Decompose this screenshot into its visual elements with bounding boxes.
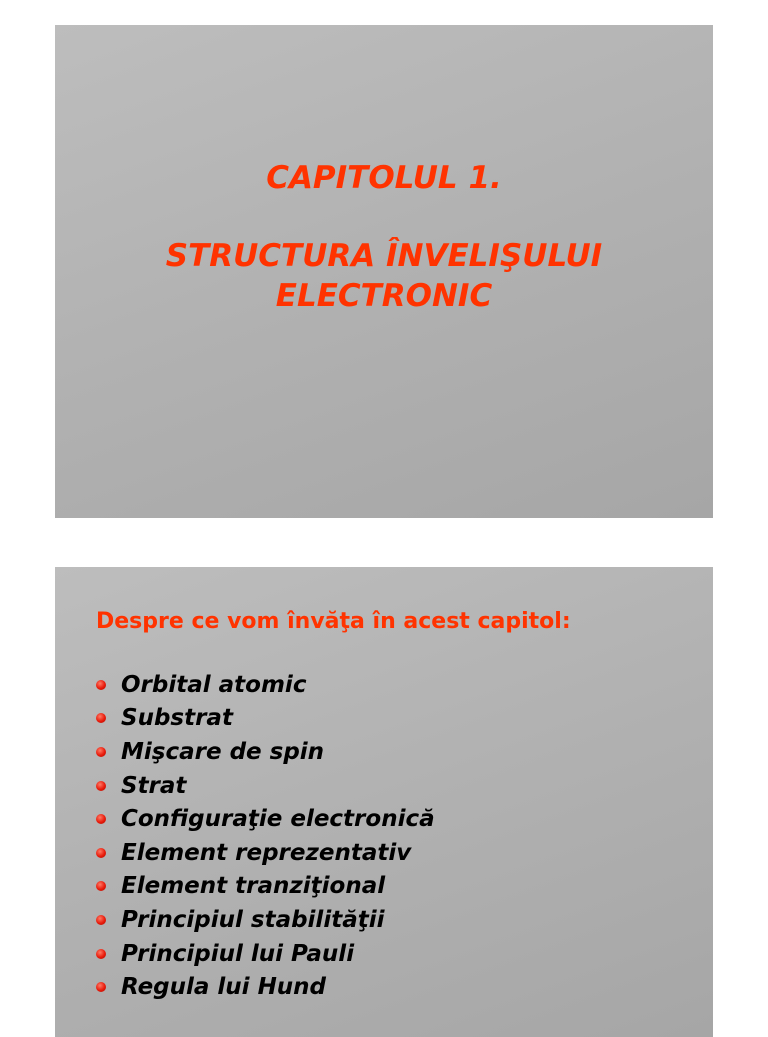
bullet-icon (96, 747, 106, 757)
chapter-title: CAPITOLUL 1. (266, 160, 502, 196)
list-item (96, 937, 435, 971)
list-item (96, 970, 435, 1004)
bullet-icon (96, 982, 106, 992)
list-item-label: Regula lui Hund (121, 974, 327, 1001)
list-item-label: Mişcare de spin (121, 738, 325, 765)
list-item-label: Principiul stabilităţii (121, 906, 385, 933)
list-item (96, 769, 435, 803)
intro-heading: Despre ce vom învăţa în acest capitol: (96, 609, 571, 634)
topic-list (96, 668, 435, 1004)
bullet-icon (96, 848, 106, 858)
list-item-label: Orbital atomic (121, 671, 307, 698)
list-item-label: Element tranziţional (121, 873, 386, 900)
chapter-subtitle: STRUCTURA ÎNVELIŞULUI ELECTRONIC (165, 238, 603, 314)
list-item (96, 668, 435, 702)
list-item-label: Configuraţie electronică (121, 806, 435, 833)
bullet-icon (96, 915, 106, 925)
list-item-label: Substrat (121, 705, 233, 732)
title-slide (55, 25, 713, 518)
list-item-label: Element reprezentativ (121, 839, 412, 866)
list-item (96, 802, 435, 836)
title-block (55, 158, 713, 316)
list-item (96, 836, 435, 870)
bullet-icon (96, 814, 106, 824)
list-item-label: Principiul lui Pauli (121, 940, 355, 967)
list-item (96, 702, 435, 736)
bullet-icon (96, 713, 106, 723)
bullet-icon (96, 949, 106, 959)
list-item (96, 870, 435, 904)
list-item (96, 903, 435, 937)
list-item-label: Strat (121, 772, 187, 799)
bullet-icon (96, 781, 106, 791)
bullet-icon (96, 881, 106, 891)
list-item (96, 735, 435, 769)
bullet-icon (96, 680, 106, 690)
contents-slide (55, 567, 713, 1037)
